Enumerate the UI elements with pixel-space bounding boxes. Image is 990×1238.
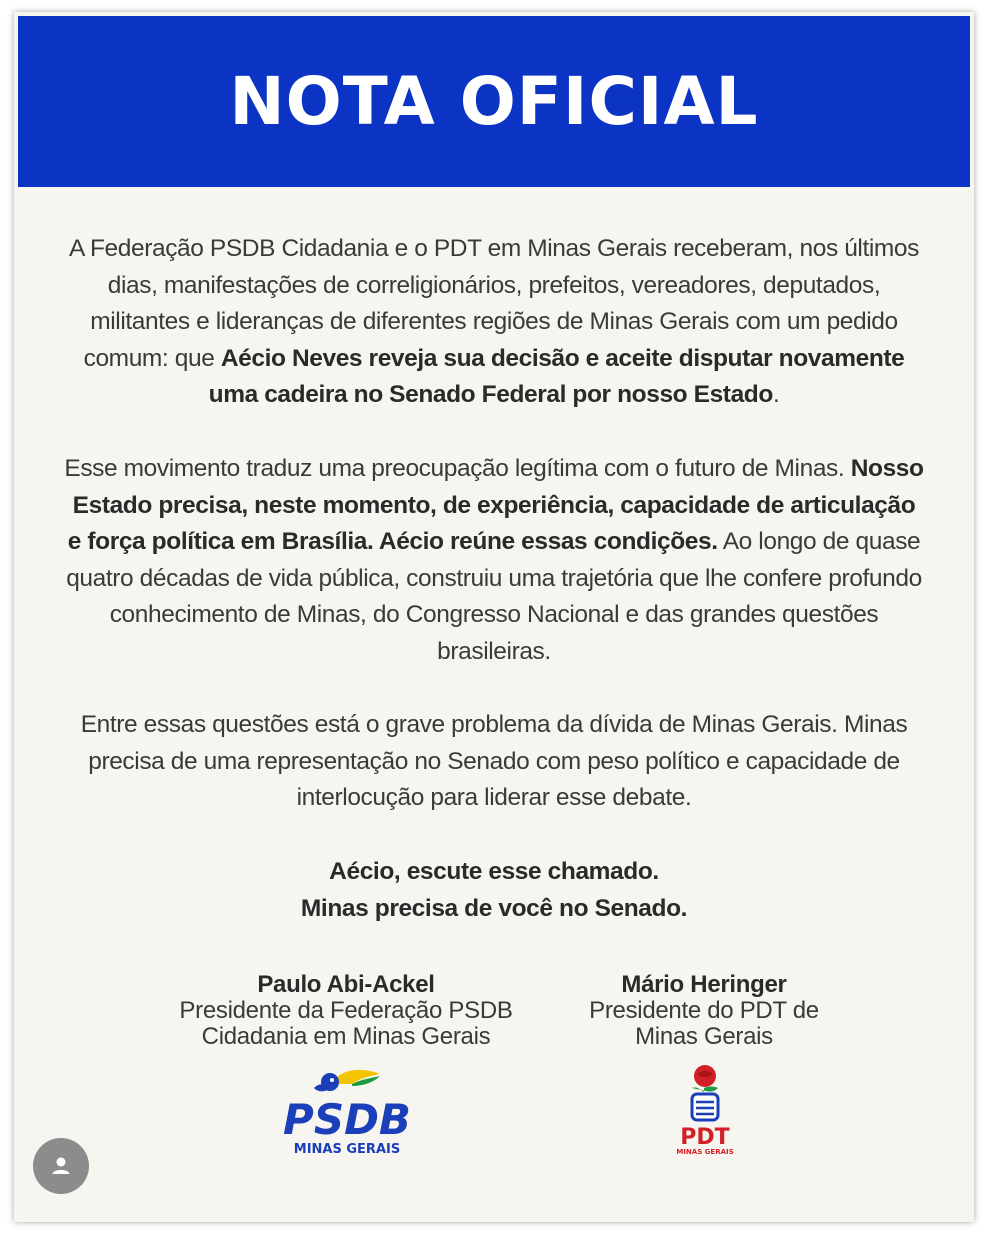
pdt-logo [670, 1060, 740, 1156]
signer-role-line-2: Cidadania em Minas Gerais [201, 1023, 491, 1050]
toucan-beak-icon [332, 1070, 380, 1084]
appeal-line-1: Aécio, escute esse chamado. [329, 858, 659, 885]
signer-role-line-1: Presidente do PDT de [589, 997, 819, 1024]
official-note-card [14, 12, 974, 1222]
page-title: NOTA OFICIAL [229, 62, 759, 140]
paragraph-1 [64, 231, 924, 414]
signature-left [154, 972, 538, 1050]
profile-avatar-button[interactable] [33, 1138, 89, 1194]
paragraph-2 [64, 451, 924, 671]
paragraph-3: Entre essas questões está o grave problema da dívida de Minas Gerais. Minas precisa de uma representação no Senado com peso político e capacidade de interlocução para liderar esse debate. [80, 711, 908, 812]
signer-role-line-2: Minas Gerais [635, 1023, 773, 1050]
title-banner [18, 16, 970, 187]
pdt-logo-sub: MINAS GERAIS [676, 1148, 734, 1156]
paragraph-2-intro: Esse movimento traduz uma preocupação legítima com o futuro de Minas. [64, 455, 851, 482]
appeal [64, 854, 924, 927]
psdb-logo-sub: MINAS GERAIS [293, 1142, 401, 1157]
user-icon [48, 1153, 74, 1179]
signer-role-line-1: Presidente da Federação PSDB [179, 997, 513, 1024]
signer-name: Mário Heringer [621, 971, 787, 998]
paragraph-2-emphasis: Nosso Estado precisa, neste momento, de experiência, capacidade de articulação e força política em Brasília. Aécio reúne essas condições. [67, 455, 924, 556]
psdb-logo [282, 1062, 412, 1158]
paragraph-2-end: Ao longo de quase quatro décadas de vida pública, construiu uma trajetória que lhe confere profundo conhecimento de Minas, do Congresso Nacional e das grandes questões brasileiras. [66, 528, 922, 665]
psdb-logo-word: PSDB [283, 1095, 411, 1144]
rose-leaves-icon [692, 1087, 718, 1093]
paragraph-1-intro: A Federação PSDB Cidadania e o PDT em Minas Gerais receberam, nos últimos dias, manifestações de correligionários, prefeitos, vereadores, deputados, militantes e lideranças de diferentes regiões de Minas Gerais com um pedido comum: que [68, 235, 920, 372]
signature-right [570, 972, 838, 1050]
paragraph-1-emphasis: Aécio Neves reveja sua decisão e aceite disputar novamente uma cadeira no Senado Federal por nosso Estado [208, 344, 905, 409]
paragraph-1-end: . [772, 381, 780, 409]
pdt-logo-word: PDT [680, 1125, 730, 1150]
signer-name: Paulo Abi-Ackel [257, 971, 435, 998]
appeal-line-2: Minas precisa de você no Senado. [300, 894, 688, 922]
